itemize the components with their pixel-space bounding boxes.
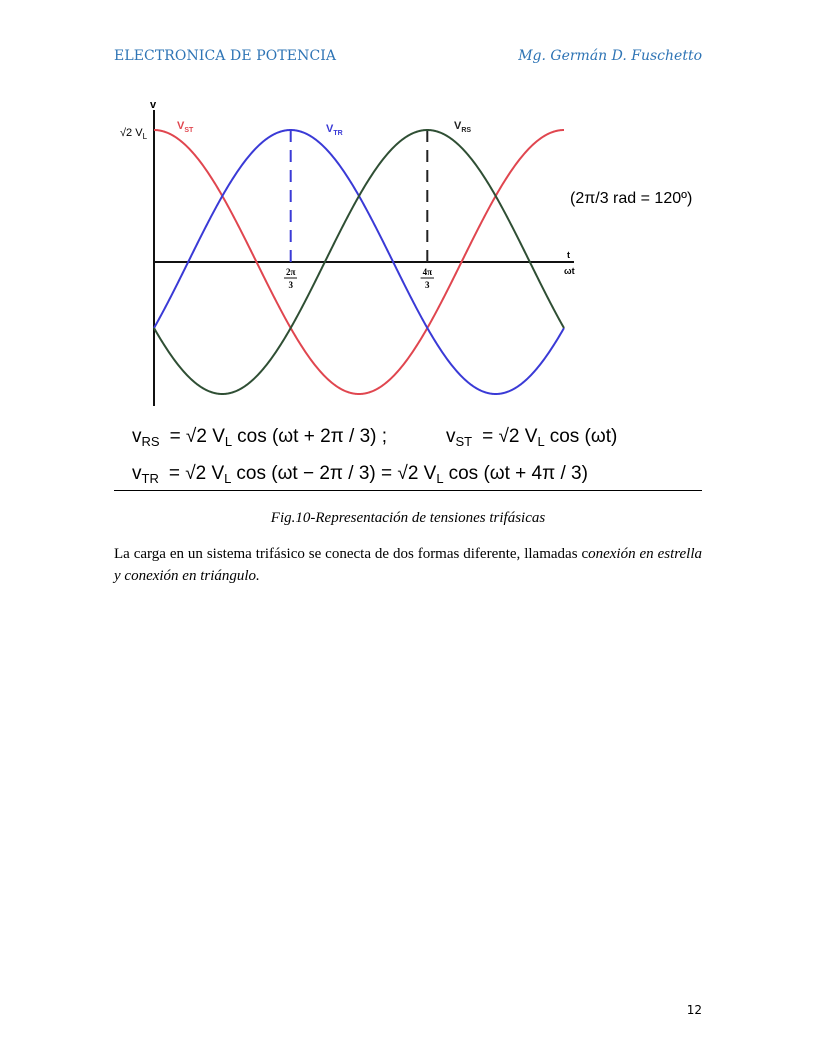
figure-rule [114,490,702,491]
figure-caption: Fig.10-Representación de tensiones trifásicas [270,510,546,526]
tick-label-2pi3-den: 3 [288,280,293,290]
tick-label-4pi3-num: 4π [422,267,433,277]
series-label-vst: $V_{ST}$ [177,120,194,134]
y-axis-label: v [150,99,157,111]
body-text-regular: La carga en un sistema trifásico se conecta de dos formas diferente, llamadas c [114,546,589,562]
tick-label-4pi3-den: 3 [425,280,430,290]
angle-note: (2π/3 rad = 120º) [570,190,693,207]
body-paragraph [114,543,702,587]
tick-label-2pi3-num: 2π [285,267,296,277]
x-axis-label-t: t [567,250,570,260]
body-text-italic: onexión en estrella y conexión en triángulo. [114,546,703,584]
three-phase-chart [114,96,702,490]
equation-vtr: $v_{TR} = √2$ $V_L$ cos (ωt − 2π / 3) = √2 $V_L$ cos (ωt + 4π / 3) [132,463,588,486]
page-number: 12 [686,1003,702,1017]
running-header-title: ELECTRONICA DE POTENCIA [114,48,337,64]
three-phase-figure [114,96,702,490]
amplitude-label: √2 $V_L$ [120,127,148,141]
series-label-vrs: $V_{RS}$ [454,120,472,134]
running-header-author: Mg. Germán D. Fuschetto [518,48,702,64]
equation-vrs: $v_{RS} = √2$ $V_L$ cos (ωt + 2π / 3) ; [132,426,388,449]
equation-vst: $v_{ST} = √2$ $V_L$ cos (ωt) [446,426,618,449]
x-axis-label-wt: ωt [564,266,575,276]
series-label-vtr: $V_{TR}$ [326,123,343,137]
